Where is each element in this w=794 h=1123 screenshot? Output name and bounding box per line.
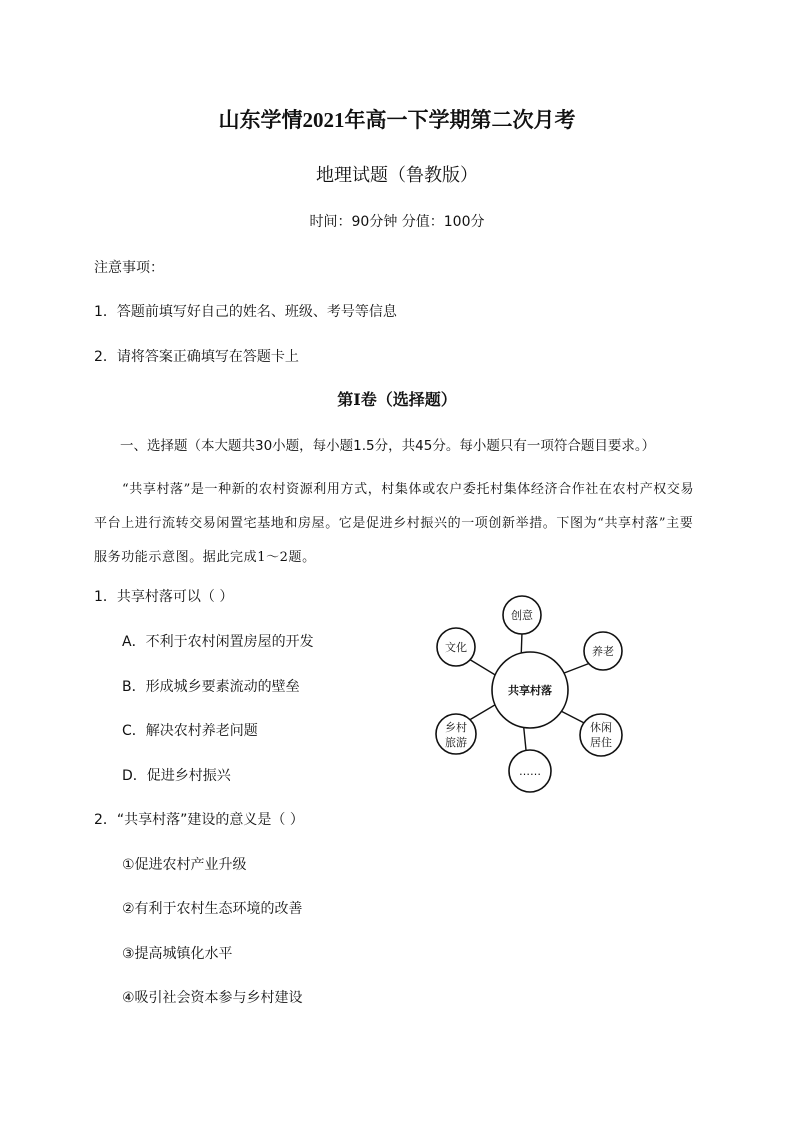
exam-timing: 时间：90分钟 分值：100分 (309, 214, 485, 230)
node-bottom-left-label-1: 乡村 (445, 721, 467, 734)
q1-option-c: C．解决农村养老问题 (122, 723, 258, 739)
section-instruction: 一、选择题（本大题共30小题，每小题1.5分，共45分。每小题只有一项符合题目要求。） (120, 438, 656, 454)
node-top-label: 创意 (511, 609, 533, 622)
notes-heading: 注意事项： (94, 260, 164, 276)
q1-option-b: B．形成城乡要素流动的壁垒 (122, 679, 300, 695)
node-center-label: 共享村落 (508, 684, 552, 697)
passage-text: “共享村落”是一种新的农村资源利用方式，村集体或农户委托村集体经济合作社在农村产权交易平台上进行流转交易闲置宅基地和房屋。它是促进乡村振兴的一项创新举措。下图为“共享村落”主要服务功能示意图。据此完成1～2题。 (94, 482, 695, 565)
q2-statement-4: ④吸引社会资本参与乡村建设 (122, 990, 303, 1006)
node-bottom-label: …… (519, 765, 541, 778)
node-bottom-right-label-1: 休闲 (590, 721, 612, 734)
q1-option-a: A．不利于农村闲置房屋的开发 (122, 634, 314, 650)
node-left-label: 文化 (445, 641, 467, 654)
node-bottom-left-label-2: 旅游 (445, 736, 467, 749)
q2-statement-2: ②有利于农村生态环境的改善 (122, 901, 303, 917)
node-right-label: 养老 (592, 645, 614, 658)
q2-statement-3: ③提高城镇化水平 (122, 946, 233, 962)
note-item-1: 1．答题前填写好自己的姓名、班级、考号等信息 (94, 304, 397, 320)
node-bottom-right-label-2: 居住 (590, 736, 612, 749)
shared-village-diagram (420, 580, 650, 795)
q2-statement-1: ①促进农村产业升级 (122, 857, 247, 873)
q1-stem: 1．共享村落可以（ ） (94, 589, 234, 605)
exam-title: 山东学情2021年高一下学期第二次月考 (218, 108, 576, 132)
q2-stem: 2．“共享村落”建设的意义是（ ） (94, 812, 304, 828)
exam-subtitle: 地理试题（鲁教版） (316, 165, 478, 186)
section-title: 第I卷（选择题） (337, 390, 457, 409)
q1-option-d: D．促进乡村振兴 (122, 768, 231, 784)
note-item-2: 2．请将答案正确填写在答题卡上 (94, 349, 299, 365)
